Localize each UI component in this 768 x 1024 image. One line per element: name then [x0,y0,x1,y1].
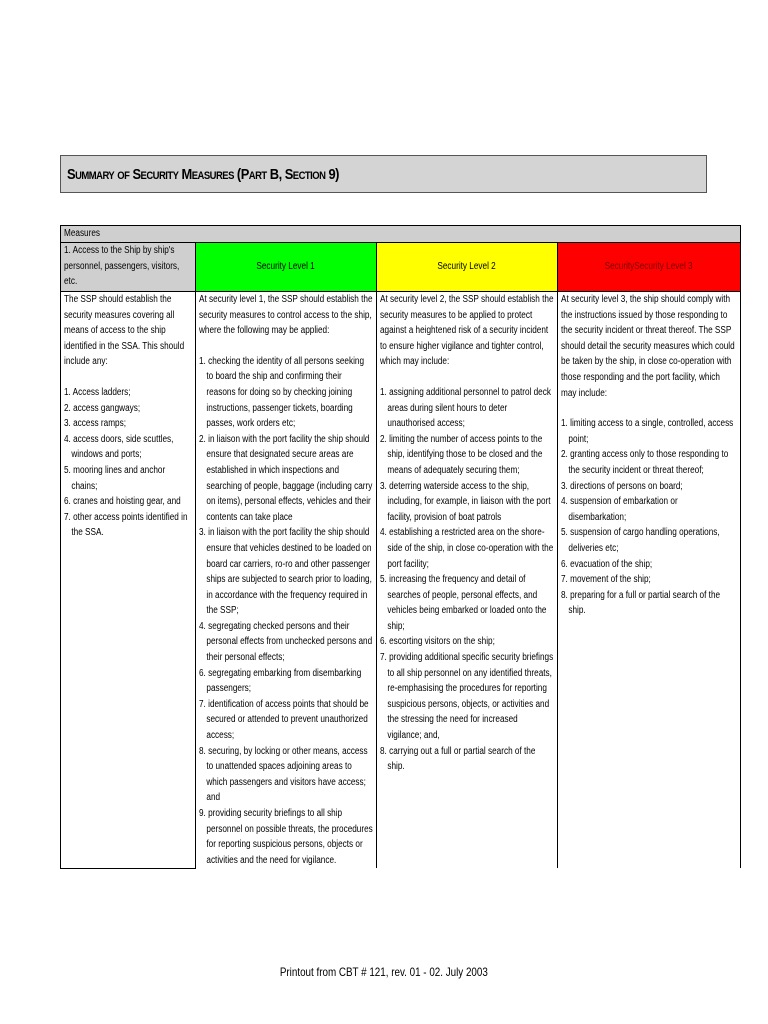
list-item: 5. increasing the frequency and detail of searches of people, personal effects, and vehicles being embarked or loaded onto the ship; [380,574,547,632]
list-item: 3. deterring waterside access to the ship, including, for example, in liaison with the port facility, provision of boat patrols [380,480,551,523]
access-points-intro: The SSP should establish the security measures covering all means of access to the ship identified in the SSA. This should include any: [64,294,185,368]
level-3-intro: At security level 3, the ship should comply with the instructions issued by those responding to the security incident or threat thereof. The SSP should detail the security measures which could be taken by the ship, in close co-operation with those responding and the port facility, which may include: [561,294,735,399]
security-level-3-header: SecuritySecurity Level 3 [558,243,741,292]
security-level-1-header: Security Level 1 [196,243,377,292]
access-points-list [64,385,192,541]
list-item: 1. assigning additional personnel to patrol deck areas during silent hours to deter unauthorised access; [380,386,551,430]
level-1-intro: At security level 1, the SSP should establish the security measures to control access to the ship, where the following may be applied: [199,294,373,337]
table-header-row [61,226,741,243]
list-item: 1. Access ladders; [64,386,131,398]
list-item: 4. access doors, side scuttles, windows and ports; [64,433,174,461]
page-title: Summary of Security Measures (Part B, Section 9) [67,165,339,183]
measures-header: Measures [61,226,741,243]
list-item: 8. securing, by locking or other means, access to unattended spaces adjoining areas to which passengers and visitors have access; and [199,745,368,804]
list-item: 6. evacuation of the ship; [561,558,653,570]
footer-text: Printout from CBT # 121, rev. 01 - 02. July 2003 [279,965,489,979]
list-item: 3. directions of persons on board; [561,480,683,492]
security-level-2-header: Security Level 2 [377,243,558,292]
list-item: 6. segregating embarking from disembarking passengers; [199,667,362,695]
list-item: 4. suspension of embarkation or disembarkation; [561,496,678,523]
level-2-intro: At security level 2, the SSP should establish the security measures to be applied to protect against a heightened risk of a security incident to ensure higher vigilance and tighter control, which may include: [380,294,554,368]
list-item: 7. identification of access points that should be secured or attended to prevent unauthorized access; [199,698,369,742]
list-item: 8. preparing for a full or partial search of the ship. [561,589,721,617]
page-footer [0,965,768,979]
level-2-list [380,385,554,775]
title-box [60,155,707,193]
level-1-measures-cell [196,292,377,869]
list-item: 2. access gangways; [64,402,141,414]
level-3-measures-cell [558,292,741,869]
measures-body-row [61,292,741,869]
list-item: 5. mooring lines and anchor chains; [64,464,166,492]
list-item: 6. cranes and hoisting gear, and [64,496,181,508]
list-item: 9. providing security briefings to all ship personnel on possible threats, the procedures for reporting suspicious persons, objects or activities and the need for vigilance. [199,808,373,866]
list-item: 7. movement of the ship; [561,574,651,586]
list-item: 1. checking the identity of all persons seeking to board the ship and confirming their reasons for doing so by checking joining instructions, passenger tickets, boarding passes, work orders etc; [199,355,365,430]
list-item: 7. providing additional specific security briefings to all ship personnel on any identified threats, re-emphasising the procedures for reporting suspicious persons, objects, or activities and the stressing the need for increased vigilance; and, [380,652,554,742]
access-points-cell [61,292,196,869]
list-item: 1. limiting access to a single, controlled, access point; [561,418,734,445]
list-item: 2. limiting the number of access points to the ship, identifying those to be closed and the means of adequately securing them; [380,433,543,476]
level-1-list [199,354,373,869]
list-item: 2. granting access only to those responding to the security incident or threat thereof; [561,449,729,476]
list-item: 4. establishing a restricted area on the shore-side of the ship, in close co-operation with the port facility; [380,527,554,570]
list-item: 3. access ramps; [64,418,126,430]
list-item: 2. in liaison with the port facility the ship should ensure that designated secure areas are established in which inspections and searching of people, baggage (including carry on items), personal effects, vehicles and their contents can take place [199,433,373,523]
list-item: 3. in liaison with the port facility the ship should ensure that vehicles destined to be loaded on board car carriers, ro-ro and other passenger ships are subjected to search prior to loading, in accordance with the frequency required in the SSP; [199,527,372,617]
list-item: 6. escorting visitors on the ship; [380,636,495,648]
level-2-measures-cell [377,292,558,869]
security-measures-table [60,225,741,869]
list-item: 5. suspension of cargo handling operations, deliveries etc; [561,527,720,554]
level-3-list [561,416,737,619]
list-item: 4. segregating checked persons and their personal effects from unchecked persons and their personal effects; [199,620,373,664]
list-item: 7. other access points identified in the SSA. [64,511,188,539]
security-levels-row [61,243,741,292]
list-item: 8. carrying out a full or partial search of the ship. [380,745,536,773]
measure-label: 1. Access to the Ship by ship's personnel, passengers, visitors, etc. [61,243,196,292]
